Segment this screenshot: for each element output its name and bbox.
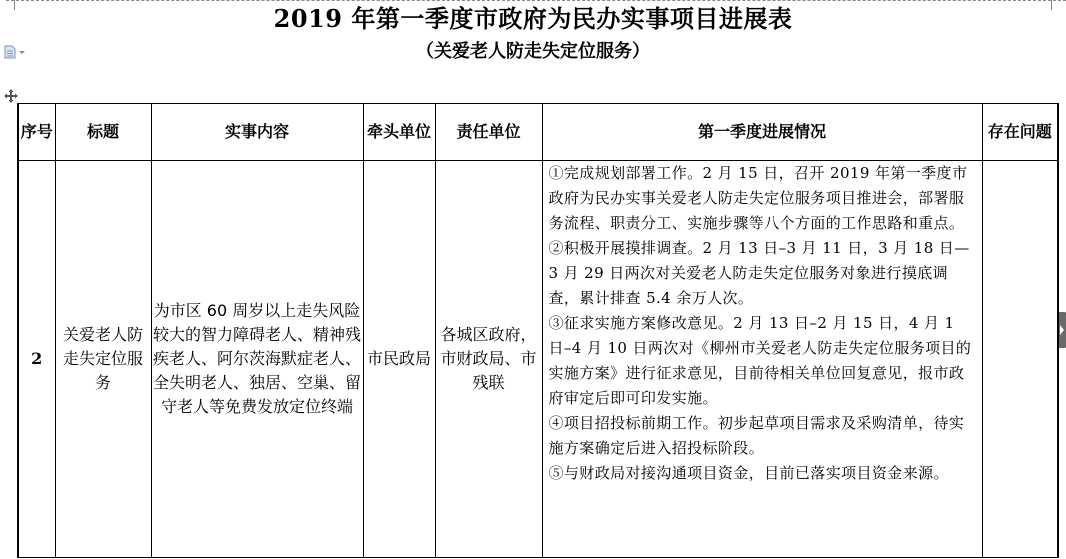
document-subtitle: （关爱老人防走失定位服务） <box>416 41 650 62</box>
cell-responsible-unit: 各城区政府，市财政局、市残联 <box>435 161 542 558</box>
header-issues: 存在问题 <box>982 104 1058 161</box>
progress-item-3: ③征求实施方案修改意见。2 月 13 日–2 月 15 日，4 月 1 日–4 月 10 日两次对《柳州市关爱老人防走失定位服务项目的实施方案》进行征求意见，目前待相关单位回复意见，报市政府审定后即可印发实施。 <box>548 314 972 407</box>
header-progress: 第一季度进展情况 <box>542 104 982 161</box>
table-header-row <box>18 104 1058 161</box>
page-top-border <box>6 0 1066 1</box>
progress-item-4: ④项目招投标前期工作。初步起草项目需求及采购清单，待实施方案确定后进入招投标阶段。 <box>548 414 965 457</box>
cell-no: 2 <box>18 161 55 558</box>
progress-table <box>17 103 1059 558</box>
move-handle-icon[interactable] <box>4 88 18 102</box>
document-icon[interactable] <box>4 44 34 58</box>
cell-lead-unit: 市民政局 <box>363 161 435 558</box>
header-no: 序号 <box>18 104 55 161</box>
header-lead-unit: 牵头单位 <box>363 104 435 161</box>
progress-item-1: ①完成规划部署工作。2 月 15 日，召开 2019 年第一季度市政府为民办实事关爱老人防走失定位服务项目推进会，部署服务流程、职责分工、实施步骤等八个方面的工作思路和重点。 <box>548 164 968 232</box>
progress-item-2: ②积极开展摸排调查。2 月 13 日–3 月 11 日，3 月 18 日—3 月 29 日两次对关爱老人防走失定位服务对象进行摸底调查，累计排查 5.4 余万人次。 <box>548 239 970 307</box>
table-row <box>18 161 1058 558</box>
header-content: 实事内容 <box>151 104 363 161</box>
side-handle-icon[interactable] <box>1058 312 1066 348</box>
cell-title: 关爱老人防走失定位服务 <box>55 161 151 558</box>
document-title: 2019 年第一季度市政府为民办实事项目进展表 <box>273 4 793 33</box>
header-responsible-unit: 责任单位 <box>435 104 542 161</box>
cell-issues <box>982 161 1058 558</box>
cell-progress <box>542 161 982 558</box>
cell-content: 为市区 60 周岁以上走失风险较大的智力障碍老人、精神残疾老人、阿尔茨海默症老人、全失明老人、独居、空巢、留守老人等免费发放定位终端 <box>151 161 363 558</box>
progress-item-5: ⑤与财政局对接沟通项目资金，目前已落实项目资金来源。 <box>548 464 949 482</box>
header-title: 标题 <box>55 104 151 161</box>
